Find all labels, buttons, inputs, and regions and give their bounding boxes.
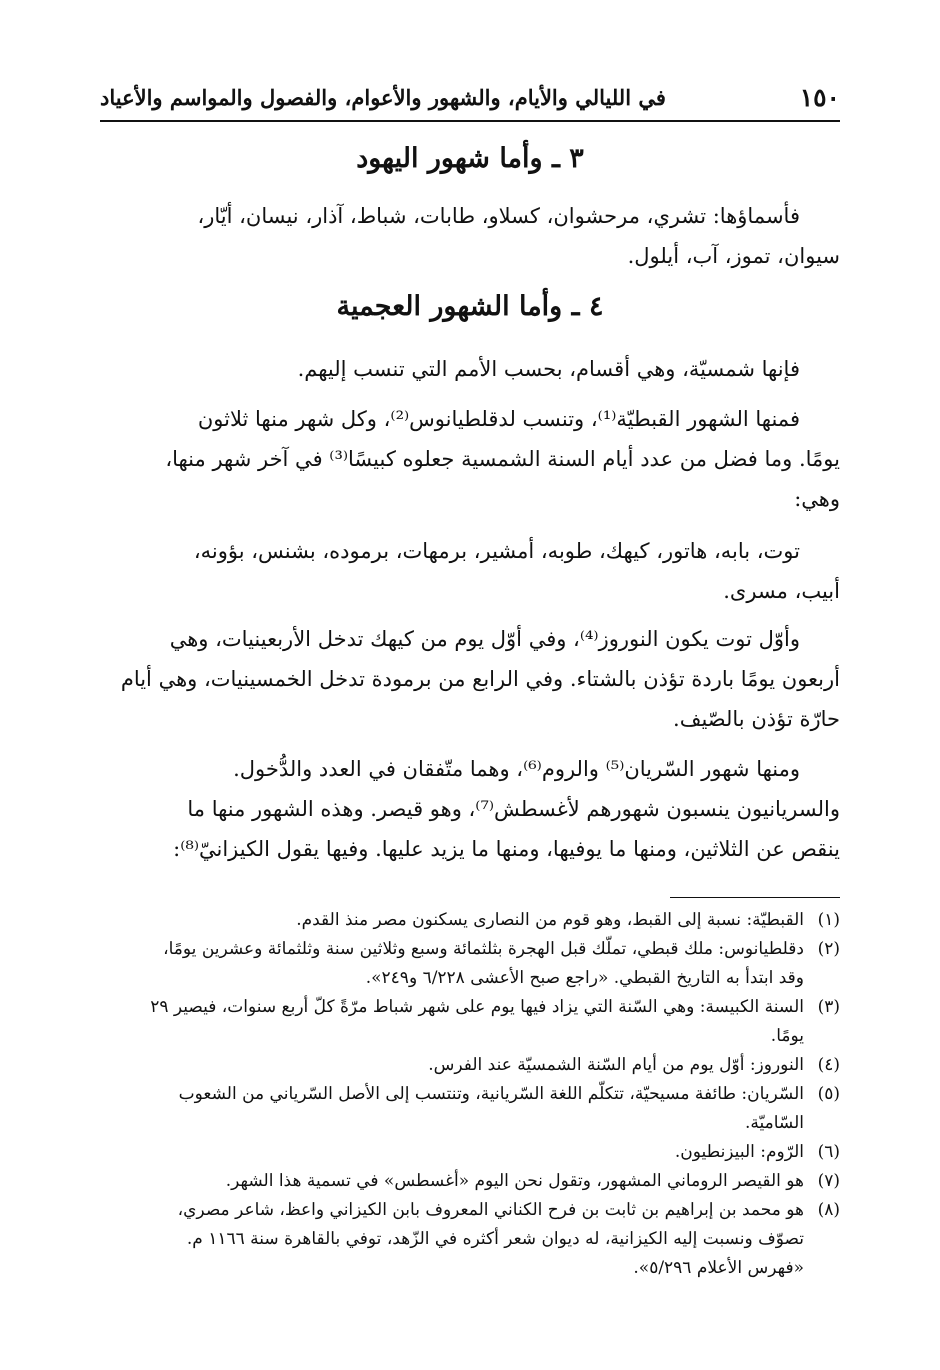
footnote-number: (٦) xyxy=(817,1142,840,1162)
section-title-foreign-months: ٤ ـ وأما الشهور العجمية xyxy=(336,291,604,322)
footnote-number: (٤) xyxy=(817,1055,840,1075)
page-number: ١٥٠ xyxy=(799,82,840,112)
footnote-number: (١) xyxy=(817,910,840,930)
footnote-text: هو محمد بن إبراهيم بن ثابت بن فرح الكناني المعروف بابن الكيزاني واعظ، شاعر مصري، تصوّف ونسبت إليه الكيزانية، له ديوان شعر أكثره في الزّهد، توفي بالقاهرة سنة ١١٦٦ م. «فهرس الأعلام ٥/٢٩٦». xyxy=(177,1200,804,1278)
footnote-4 xyxy=(100,1051,840,1080)
running-header xyxy=(100,74,840,122)
footnotes xyxy=(100,906,840,1283)
footnote-number: (٧) xyxy=(817,1171,840,1191)
footnote-text: دقلطيانوس: ملك قبطي، تملّك قبل الهجرة بثلثمائة وسبع وثلاثين سنة وثلثمائة وعشرين يومًا، وقد ابتدأ به التاريخ القبطي. «راجع صبح الأعشى ٦/٢٢٨ و٢٤٩». xyxy=(163,939,804,988)
section-title-jewish-months: ٣ ـ وأما شهور اليهود xyxy=(356,143,584,174)
paragraph-coptic-months: فمنها الشهور القبطيّة⁽¹⁾، وتنسب لدقلطيانوس⁽²⁾، وكل شهر منها ثلاثون يومًا. وما فضل من عدد أيام السنة الشمسية جعلوه كبيسًا⁽³⁾ في آخر شهر منها، وهي: xyxy=(165,407,840,511)
paragraph-jewish-month-names: فأسماؤها: تشري، مرحشوان، كسلاو، طابات، شباط، آذار، نيسان، أيّار، سيوان، تموز، آب، أيلول. xyxy=(197,204,840,268)
footnote-2 xyxy=(100,935,840,993)
paragraph-nowruz: وأوّل توت يكون النوروز⁽⁴⁾، وفي أوّل يوم من كيهك تدخل الأربعينيات، وهي أربعون يومًا باردة تؤذن بالشتاء. وفي الرابع من برمودة تدخل الخمسينيات، وهي أيام حارّة تؤذن بالصّيف. xyxy=(120,627,840,731)
footnote-text: السّريان: طائفة مسيحيّة، تتكلّم اللغة السّريانية، وتنتسب إلى الأصل السّرياني من الشعوب السّاميّة. xyxy=(178,1084,804,1133)
footnote-3 xyxy=(100,993,840,1051)
footnote-7 xyxy=(100,1167,840,1196)
book-page xyxy=(100,0,840,1370)
running-title: في الليالي والأيام، والشهور والأعوام، والفصول والمواسم والأعياد xyxy=(100,84,666,110)
footnote-divider xyxy=(670,897,840,898)
footnote-text: النوروز: أوّل يوم من أيام السّنة الشمسيّة عند الفرس. xyxy=(428,1055,804,1075)
paragraph-solar-months: فإنها شمسيّة، وهي أقسام، بحسب الأمم التي تنسب إليهم. xyxy=(297,357,800,381)
footnote-6 xyxy=(100,1138,840,1167)
paragraph-syriac-roman-months: ومنها شهور السّريان⁽⁵⁾ والروم⁽⁶⁾، وهما متّفقان في العدد والدُّخول. والسريانيون ينسبون شهورهم لأغسطش⁽⁷⁾، وهو قيصر. وهذه الشهور منها ما ينقص عن الثلاثين، ومنها ما يوفيها، ومنها ما يزيد عليها. وفيها يقول الكيزانيّ⁽⁸⁾: xyxy=(173,757,840,861)
footnote-5 xyxy=(100,1080,840,1138)
footnote-text: هو القيصر الروماني المشهور، وتقول نحن اليوم «أغسطس» في تسمية هذا الشهر. xyxy=(225,1171,804,1191)
footnote-text: القبطيّة: نسبة إلى القبط، وهو قوم من النصارى يسكنون مصر منذ القدم. xyxy=(296,910,804,930)
footnote-1 xyxy=(100,906,840,935)
paragraph-coptic-month-names: توت، بابه، هاتور، كيهك، طوبه، أمشير، برمهات، برموده، بشنس، بؤونه، أبيب، مسرى. xyxy=(193,539,840,603)
footnote-number: (٣) xyxy=(817,997,840,1017)
footnote-text: الرّوم: البيزنطيون. xyxy=(674,1142,804,1162)
footnote-number: (٥) xyxy=(817,1084,840,1104)
footnote-number: (٢) xyxy=(817,939,840,959)
footnote-number: (٨) xyxy=(817,1200,840,1220)
footnote-8 xyxy=(100,1196,840,1283)
footnote-text: السنة الكبيسة: وهي السّنة التي يزاد فيها يوم على شهر شباط مرّةً كلّ أربع سنوات، فيصير ٢٩ يومًا. xyxy=(150,997,804,1046)
